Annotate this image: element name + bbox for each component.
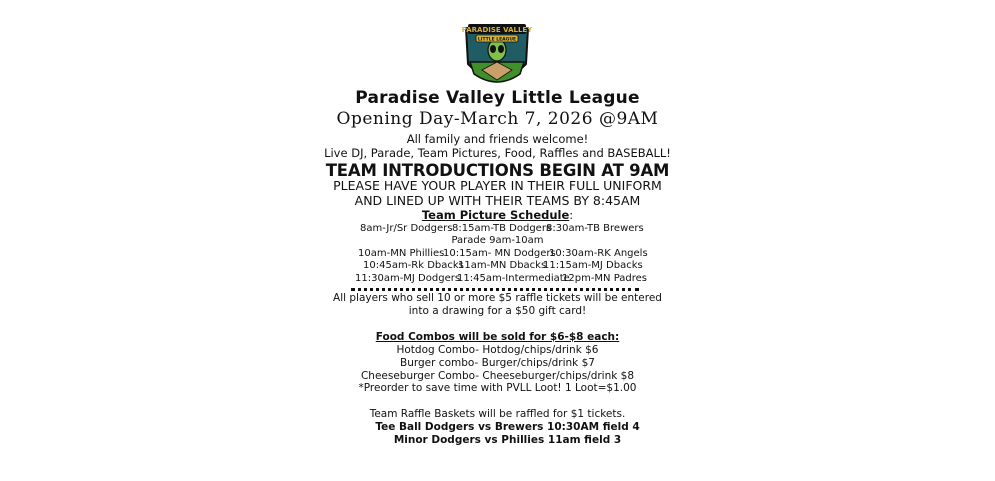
schedule-item: 10am-MN Phillies xyxy=(358,248,445,259)
schedule-item: 8:30am-TB Brewers xyxy=(546,223,644,234)
league-title: Paradise Valley Little League xyxy=(355,88,640,108)
uniform-line-2: AND LINED UP WITH THEIR TEAMS BY 8:45AM xyxy=(354,193,641,208)
league-logo xyxy=(462,20,532,92)
schedule-item: 11:15am-MJ Dbacks xyxy=(543,260,643,271)
dotted-divider xyxy=(351,288,639,291)
raffle-line-2: into a drawing for a $50 gift card! xyxy=(408,305,587,317)
food-item-burger: Burger combo- Burger/chips/drink $7 xyxy=(400,357,595,369)
alien-logo-icon xyxy=(462,20,532,92)
food-item-hotdog: Hotdog Combo- Hotdog/chips/drink $6 xyxy=(396,344,599,356)
game-minor: Minor Dodgers vs Phillies 11am field 3 xyxy=(393,434,622,446)
schedule-item: 10:15am- MN Dodgers xyxy=(443,248,556,259)
schedule-item: 8am-Jr/Sr Dodgers xyxy=(360,223,453,234)
team-intro-heading: TEAM INTRODUCTIONS BEGIN AT 9AM xyxy=(325,161,670,180)
picture-schedule-colon: : xyxy=(569,208,574,222)
welcome-line: All family and friends welcome! xyxy=(406,132,589,146)
raffle-baskets-line: Team Raffle Baskets will be raffled for $1 tickets. xyxy=(369,408,626,420)
schedule-item: 11:30am-MJ Dodgers xyxy=(355,273,461,284)
schedule-item: 10:30am-RK Angels xyxy=(549,248,648,259)
parade-time: Parade 9am-10am xyxy=(451,235,544,246)
picture-schedule-title xyxy=(0,208,995,222)
logo-text-mid: LITTLE LEAGUE xyxy=(477,37,517,43)
game-tee-ball: Tee Ball Dodgers vs Brewers 10:30AM field 4 xyxy=(375,421,640,433)
raffle-line-1: All players who sell 10 or more $5 raffle tickets will be entered xyxy=(333,292,662,304)
schedule-item: 8:15am-TB Dodgers xyxy=(452,223,552,234)
picture-schedule-label: Team Picture Schedule xyxy=(421,208,570,222)
logo-text-top: PARADISE VALLEY xyxy=(462,26,532,34)
food-item-cheeseburger: Cheeseburger Combo- Cheeseburger/chips/drink $8 xyxy=(360,370,635,382)
food-combos-title: Food Combos will be sold for $6-$8 each: xyxy=(375,331,620,343)
opening-day-subtitle: Opening Day-March 7, 2026 @9AM xyxy=(336,109,659,129)
preorder-note: *Preorder to save time with PVLL Loot! 1 Loot=$1.00 xyxy=(358,382,637,394)
activities-line: Live DJ, Parade, Team Pictures, Food, Raffles and BASEBALL! xyxy=(324,146,671,160)
schedule-item: 12pm-MN Padres xyxy=(562,273,648,284)
uniform-line-1: PLEASE HAVE YOUR PLAYER IN THEIR FULL UNIFORM xyxy=(333,178,662,193)
schedule-item: 11:45am-Intermediate xyxy=(457,273,570,284)
schedule-item: 11am-MN Dbacks xyxy=(458,260,547,271)
schedule-item: 10:45am-Rk Dbacks xyxy=(363,260,464,271)
